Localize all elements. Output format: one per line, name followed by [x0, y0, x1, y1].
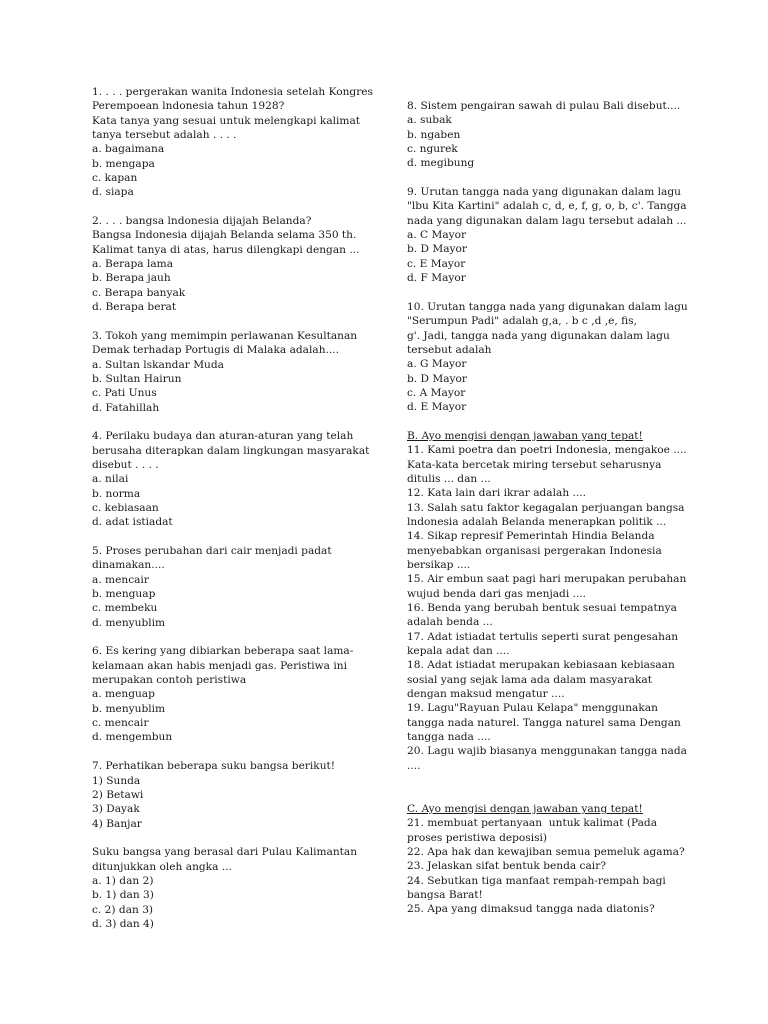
- text-line: 4. Perilaku budaya dan aturan-aturan yang telah: [92, 430, 354, 443]
- text-line: "Serumpun Padi" adalah g,a, . b c ,d ,e, fis,: [407, 315, 637, 328]
- text-line: 2. . . . bangsa lndonesia dijajah Belanda?: [92, 215, 312, 228]
- text-line: a. mencair: [92, 573, 149, 586]
- section-block: [407, 802, 687, 917]
- question-block: [92, 329, 377, 415]
- block-gap: [92, 530, 377, 544]
- text-line: Kata-kata bercetak miring tersebut seharusnya: [407, 458, 662, 471]
- text-line: lndonesia adalah Belanda menerapkan politik ...: [407, 515, 667, 528]
- text-line: tersebut adalah: [407, 343, 492, 356]
- text-line: "lbu Kita Kartini" adalah c, d, e, f, g, o, b, c'. Tangga: [407, 200, 687, 213]
- text-line: g'. Jadi, tangga nada yang digunakan dalam lagu: [407, 329, 670, 342]
- text-line: b. norma: [92, 487, 141, 500]
- text-line: a. 1) dan 2): [92, 874, 154, 887]
- block-gap: [407, 171, 687, 185]
- question-block: [92, 544, 377, 630]
- text-line: 10. Urutan tangga nada yang digunakan dalam lagu: [407, 300, 688, 313]
- text-line: a. subak: [407, 114, 452, 127]
- text-line: sosial yang sejak lama ada dalam masyarakat: [407, 673, 652, 686]
- text-line: a. G Mayor: [407, 358, 467, 371]
- text-line: b. mengapa: [92, 157, 155, 170]
- text-line: d. Fatahillah: [92, 401, 160, 414]
- text-line: d. megibung: [407, 157, 475, 170]
- text-line: dinamakan....: [92, 559, 165, 572]
- text-line: c. 2) dan 3): [92, 903, 154, 916]
- text-line: tangga nada naturel. Tangga naturel sama Dengan: [407, 716, 681, 729]
- text-line: bersikap ....: [407, 559, 471, 571]
- text-line: Suku bangsa yang berasal dari Pulau Kalimantan: [92, 846, 358, 859]
- text-line: 3) Dayak: [92, 803, 140, 816]
- text-line: a. C Mayor: [407, 229, 467, 242]
- question-block: [407, 300, 687, 415]
- text-line: Kata tanya yang sesuai untuk melengkapi kalimat: [92, 114, 361, 127]
- text-line: a. nilai: [92, 473, 129, 486]
- question-block: [407, 99, 687, 171]
- question-block: [92, 429, 377, 529]
- text-line: kepala adat dan ....: [407, 645, 510, 658]
- block-gap: [92, 200, 377, 214]
- text-line: Bangsa Indonesia dijajah Belanda selama 350 th.: [92, 229, 357, 242]
- text-line: d. Berapa berat: [92, 301, 177, 314]
- text-line: wujud benda dari gas menjadi ....: [407, 587, 587, 600]
- text-line: menyebabkan organisasi pergerakan Indonesia: [407, 544, 662, 557]
- text-line: 9. Urutan tangga nada yang digunakan dalam lagu: [407, 186, 681, 199]
- text-line: 11. Kami poetra dan poetri Indonesia, mengakoe ....: [407, 444, 687, 457]
- text-line: nada yang digunakan dalam lagu tersebut adalah ...: [407, 214, 687, 227]
- text-line: b. Berapa jauh: [92, 272, 171, 285]
- blank-space: [407, 788, 687, 802]
- text-line: tangga nada ....: [407, 731, 491, 744]
- section-block: [407, 429, 687, 773]
- text-line: b. menyublim: [92, 702, 166, 715]
- text-line: d. mengembun: [92, 731, 173, 744]
- text-line: c. ngurek: [407, 143, 458, 156]
- text-line: disebut . . . .: [92, 458, 159, 471]
- text-line: d. E Mayor: [407, 401, 467, 414]
- text-line: 20. Lagu wajib biasanya menggunakan tangga nada: [407, 745, 687, 758]
- text-line: 14. Sikap represif Pemerintah Hindia Belanda: [407, 530, 655, 543]
- text-line: 8. Sistem pengairan sawah di pulau Bali disebut....: [407, 100, 681, 112]
- text-line: b. D Mayor: [407, 243, 467, 256]
- text-line: tanya tersebut adalah . . . .: [92, 129, 237, 142]
- block-gap: [92, 831, 377, 845]
- text-line: 12. Kata lain dari ikrar adalah ....: [407, 487, 586, 500]
- question-block: [92, 214, 377, 314]
- right-column: [407, 99, 687, 917]
- text-line: a. Sultan lskandar Muda: [92, 358, 224, 371]
- text-line: d. siapa: [92, 186, 134, 199]
- text-line: c. kapan: [92, 172, 138, 185]
- text-line: 7. Perhatikan beberapa suku bangsa berikut!: [92, 760, 336, 773]
- text-line: 5. Proses perubahan dari cair menjadi padat: [92, 545, 332, 557]
- text-line: adalah benda ...: [407, 616, 493, 629]
- question-block: [92, 85, 377, 200]
- text-line: 25. Apa yang dimaksud tangga nada diatonis?: [407, 903, 655, 916]
- text-line: 19. Lagu"Rayuan Pulau Kelapa" menggunakan: [407, 702, 658, 715]
- text-line: 6. Es kering yang dibiarkan beberapa saat lama-: [92, 645, 354, 658]
- text-line: dengan maksud mengatur ....: [407, 688, 565, 701]
- text-line: merupakan contoh peristiwa: [92, 674, 247, 687]
- text-line: d. adat istiadat: [92, 516, 173, 529]
- block-gap: [92, 745, 377, 759]
- question-block: [407, 185, 687, 285]
- text-line: Perempoean lndonesia tahun 1928?: [92, 100, 285, 113]
- text-line: Demak terhadap Portugis di Malaka adalah....: [92, 344, 339, 357]
- question-block: [92, 644, 377, 744]
- text-line: 17. Adat istiadat tertulis seperti surat pengesahan: [407, 630, 679, 643]
- text-line: d. F Mayor: [407, 272, 466, 285]
- text-line: 1) Sunda: [92, 774, 141, 787]
- text-line: kelamaan akan habis menjadi gas. Peristiwa ini: [92, 659, 347, 672]
- text-line: ....: [407, 759, 421, 772]
- text-line: a. bagaimana: [92, 143, 165, 156]
- text-line: ditunjukkan oleh angka ...: [92, 860, 232, 873]
- text-line: d. 3) dan 4): [92, 917, 154, 930]
- text-line: 16. Benda yang berubah bentuk sesuai tempatnya: [407, 602, 677, 615]
- text-line: 23. Jelaskan sifat bentuk benda cair?: [407, 860, 606, 873]
- text-line: c. kebiasaan: [92, 501, 159, 514]
- text-line: c. Pati Unus: [92, 387, 157, 400]
- text-line: 3. Tokoh yang memimpin perlawanan Kesultanan: [92, 329, 358, 342]
- text-line: a. Berapa lama: [92, 258, 174, 271]
- text-line: c. A Mayor: [407, 386, 466, 399]
- block-gap: [407, 415, 687, 429]
- section-heading: C. Ayo mengisi dengan jawaban yang tepat!: [407, 802, 643, 815]
- text-line: a. menguap: [92, 688, 155, 701]
- text-line: d. menyublim: [92, 616, 166, 629]
- block-gap: [407, 773, 687, 787]
- text-line: bangsa Barat!: [407, 888, 483, 901]
- section-heading: B. Ayo mengisi dengan jawaban yang tepat!: [407, 429, 643, 442]
- text-line: 4) Banjar: [92, 817, 142, 830]
- text-line: c. membeku: [92, 602, 158, 615]
- text-line: 18. Adat istiadat merupakan kebiasaan kebiasaan: [407, 659, 675, 672]
- block-gap: [92, 415, 377, 429]
- text-line: 1. . . . pergerakan wanita Indonesia setelah Kongres: [92, 86, 373, 98]
- left-column: [92, 85, 377, 931]
- text-line: proses peristiwa deposisi): [407, 831, 548, 844]
- question-block: [92, 759, 377, 831]
- block-gap: [407, 285, 687, 299]
- text-line: Kalimat tanya di atas, harus dilengkapi dengan ...: [92, 243, 360, 256]
- text-line: 13. Salah satu faktor kegagalan perjuangan bangsa: [407, 501, 685, 514]
- text-line: c. Berapa banyak: [92, 286, 186, 299]
- text-line: 2) Betawi: [92, 788, 144, 801]
- text-line: berusaha diterapkan dalam lingkungan masyarakat: [92, 444, 370, 457]
- text-line: c. E Mayor: [407, 257, 466, 270]
- text-line: b. ngaben: [407, 128, 461, 141]
- text-line: b. 1) dan 3): [92, 889, 154, 902]
- text-line: 15. Air embun saat pagi hari merupakan perubahan: [407, 573, 687, 586]
- text-line: b. D Mayor: [407, 372, 467, 385]
- block-gap: [92, 630, 377, 644]
- text-line: b. Sultan Hairun: [92, 372, 182, 385]
- block-gap: [92, 315, 377, 329]
- text-line: 22. Apa hak dan kewajiban semua pemeluk agama?: [407, 845, 685, 858]
- text-line: 21. membuat pertanyaan untuk kalimat (Pada: [407, 817, 658, 830]
- text-line: c. mencair: [92, 717, 149, 730]
- text-line: 24. Sebutkan tiga manfaat rempah-rempah bagi: [407, 874, 666, 887]
- text-line: ditulis ... dan ...: [407, 472, 491, 485]
- text-line: b. menguap: [92, 588, 156, 601]
- question-block: [92, 845, 377, 931]
